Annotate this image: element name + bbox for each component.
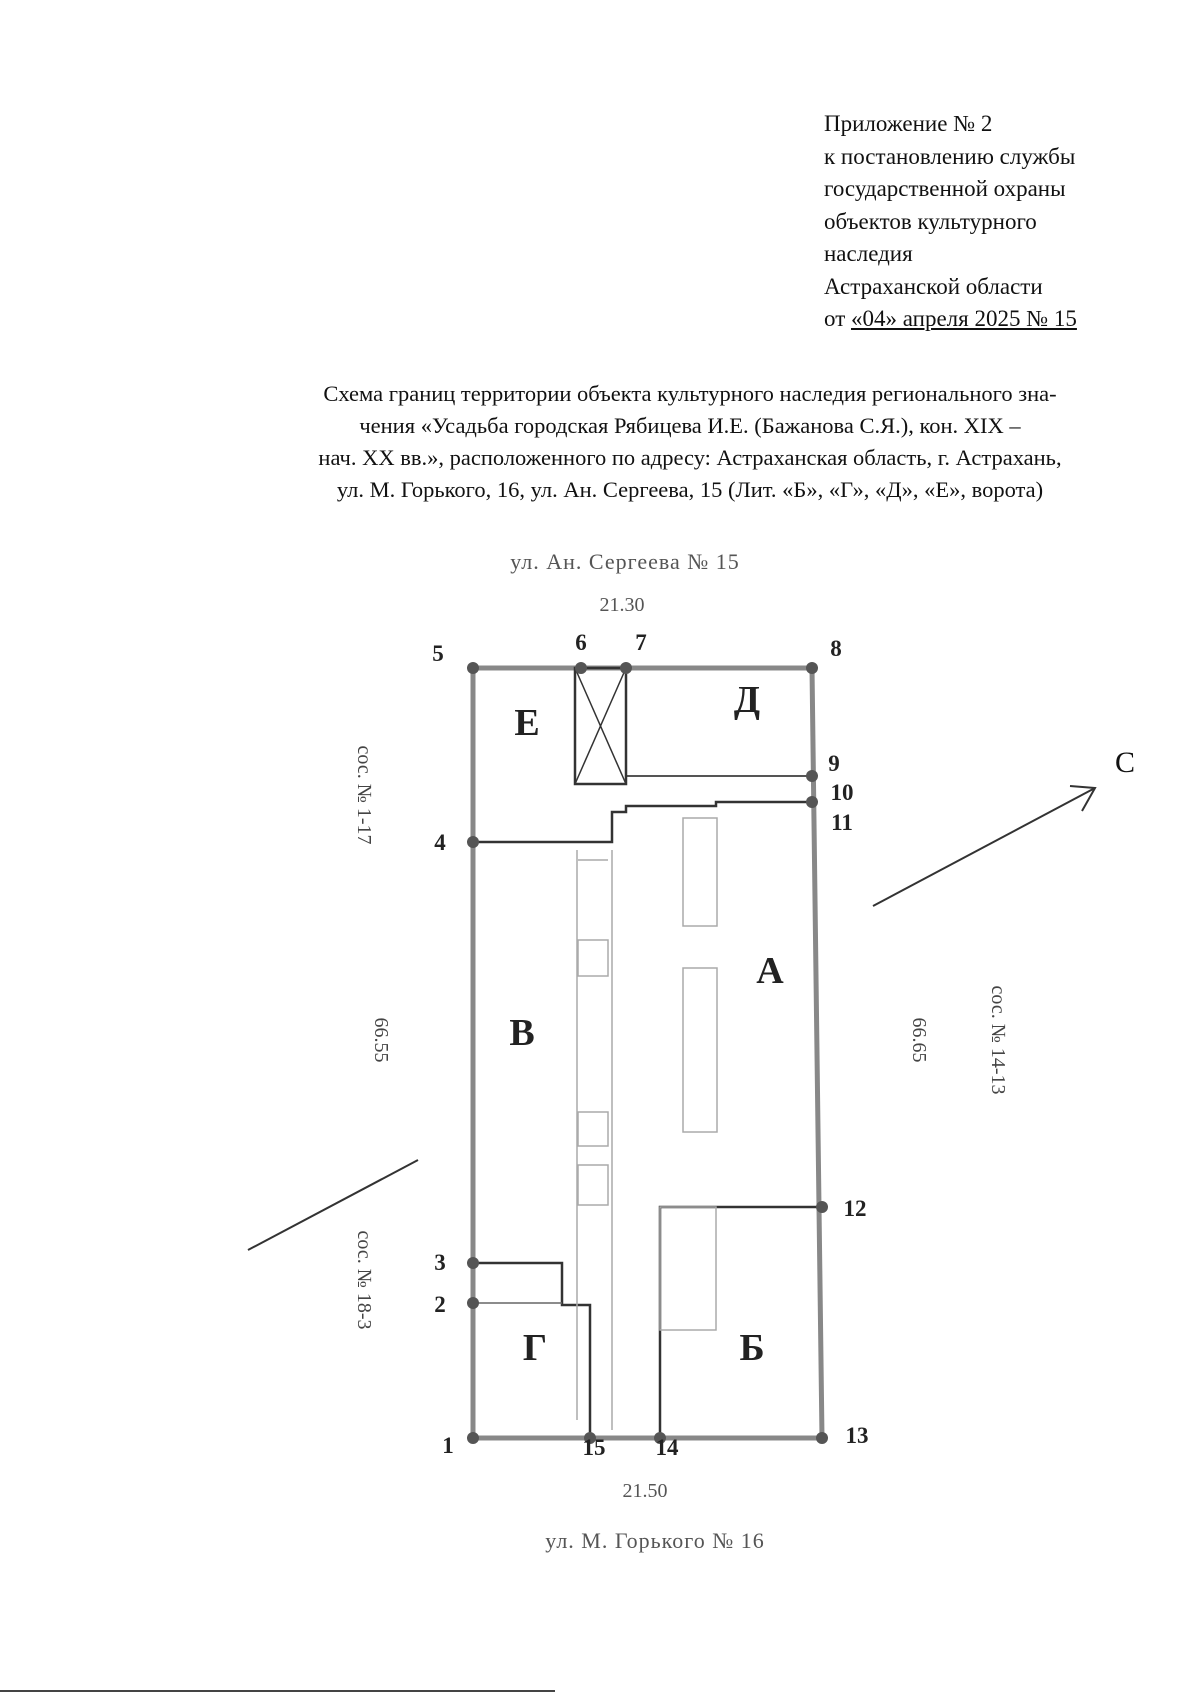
neighbor-left-top: сос. № 1-17 [353,745,375,845]
street-top-label: ул. Ан. Сергеева № 15 [510,549,740,574]
gate-structure [575,668,626,784]
diagonal-line-left [248,1160,418,1250]
point-label-1: 1 [442,1433,454,1458]
appendix-line: объектов культурного [824,208,1037,234]
boundary-line-4-11 [473,802,812,842]
appendix-line: Приложение № 2 [824,111,993,136]
appendix-line: к постановлению службы [824,143,1076,169]
point-label-7: 7 [635,630,647,655]
survey-point [620,662,632,674]
footer-divider [0,1690,555,1692]
street-bottom-label: ул. М. Горького № 16 [545,1528,765,1553]
lit-label-e: Е [514,702,540,744]
title-line: Схема границ территории объекта культурного наследия регионального зна- [323,381,1057,406]
lit-label-b: Б [739,1327,765,1369]
appendix-line: государственной охраны [824,176,1066,201]
survey-point [467,1432,479,1444]
point-label-15: 15 [582,1435,606,1460]
dimension-right: 66.65 [908,1017,930,1063]
appendix-date-value: «04» апреля 2025 № 15 [851,306,1077,331]
lit-label-a: А [756,950,784,992]
appendix-date-prefix: от [824,306,851,331]
survey-point [816,1432,828,1444]
title-line: чения «Усадьба городская Рябицева И.Е. (Бажанова С.Я.), кон. XIX – [359,413,1021,438]
point-label-10: 10 [830,780,854,805]
point-label-11: 11 [831,810,853,835]
survey-point [467,1257,479,1269]
north-arrow-line [873,788,1095,906]
point-label-13: 13 [845,1423,869,1448]
neighbor-left-bottom: сос. № 18-3 [353,1230,375,1330]
point-label-2: 2 [434,1292,446,1317]
north-label: С [1114,746,1136,779]
point-label-12: 12 [843,1196,867,1221]
survey-point [806,770,818,782]
boundary-line-12-14 [660,1207,822,1438]
lit-label-g: Г [522,1327,548,1369]
lit-label-v: В [509,1012,535,1054]
title-line: нач. XX вв.», расположенного по адресу: Астраханская область, г. Астрахань, [318,445,1062,470]
survey-point [467,1297,479,1309]
survey-point [467,836,479,848]
appendix-line: Астраханской области [824,273,1043,299]
survey-point [467,662,479,674]
survey-point [816,1201,828,1213]
point-label-4: 4 [434,830,446,855]
point-label-3: 3 [434,1250,446,1275]
dimension-bottom: 21.50 [622,1480,668,1502]
point-label-14: 14 [655,1435,679,1460]
survey-point [806,662,818,674]
building-outlines [577,818,717,1430]
survey-point [575,662,587,674]
dimension-left: 66.55 [370,1017,392,1063]
point-label-6: 6 [575,630,587,655]
point-label-9: 9 [828,751,840,776]
appendix-line: наследия [824,241,913,266]
title-line: ул. М. Горького, 16, ул. Ан. Сергеева, 15 (Лит. «Б», «Г», «Д», «Е», ворота) [336,477,1044,502]
lit-label-d: Д [733,679,761,721]
survey-point [806,796,818,808]
neighbor-right: сос. № 14-13 [987,985,1009,1095]
point-label-5: 5 [432,641,444,666]
dimension-top: 21.30 [599,594,645,616]
point-label-8: 8 [830,636,842,661]
